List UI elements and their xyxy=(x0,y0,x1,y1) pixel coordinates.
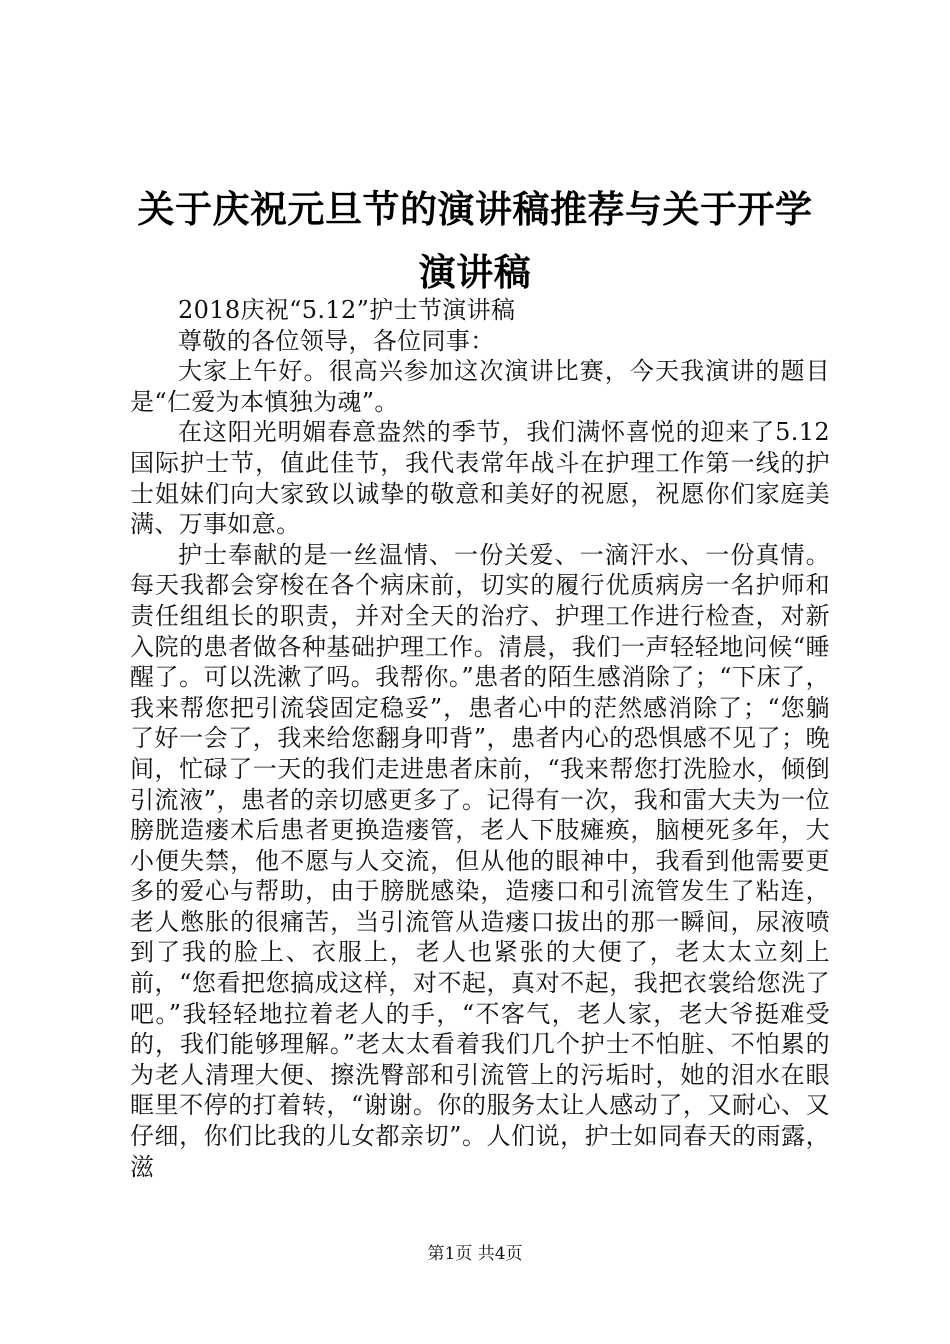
paragraph-festival: 在这阳光明媚春意盎然的季节，我们满怀喜悦的迎来了5.12国际护士节，值此佳节，我代表常年战斗在护理工作第一线的护士姐妹们向大家致以诚挚的敬意和美好的祝愿，祝愿你们家庭美满、万事如意。 xyxy=(130,418,830,539)
paragraph-greeting: 大家上午好。很高兴参加这次演讲比赛，今天我演讲的题目是“仁爱为本慎独为魂”。 xyxy=(130,357,830,416)
paragraph-salutation: 尊敬的各位领导，各位同事： xyxy=(178,326,495,355)
document-body xyxy=(130,295,830,1182)
paragraph-dedication: 护士奉献的是一丝温情、一份关爱、一滴汗水、一份真情。每天我都会穿梭在各个病床前，切实的履行优质病房一名护师和责任组组长的职责，并对全天的治疗、护理工作进行检查，对新入院的患者做各种基础护理工作。清晨，我们一声轻轻地问候“睡醒了。可以洗漱了吗。我帮你。”患者的陌生感消除了；“下床了，我来帮您把引流袋固定稳妥”，患者心中的茫然感消除了；“您躺了好一会了，我来给您翻身叩背”，患者内心的恐惧感不见了；晚间，忙碌了一天的我们走进患者床前，“我来帮您打洗脸水，倾倒引流液”，患者的亲切感更多了。记得有一次，我和雷大夫为一位膀胱造瘘术后患者更换造瘘管，老人下肢瘫痪，脑梗死多年，大小便失禁，他不愿与人交流，但从他的眼神中，我看到他需要更多的爱心与帮助，由于膀胱感染，造瘘口和引流管发生了粘连，老人憋胀的很痛苦，当引流管从造瘘口拔出的那一瞬间，尿液喷到了我的脸上、衣服上，老人也紧张的大便了，老太太立刻上前，“您看把您搞成这样，对不起，真对不起，我把衣裳给您洗了吧。”我轻轻地拉着老人的手，“不客气，老人家，老大爷挺难受的，我们能够理解。”老太太看着我们几个护士不怕脏、不怕累的为老人清理大便、擦洗臀部和引流管上的污垢时，她的泪水在眼眶里不停的打着转，“谢谢。你的服务太让人感动了，又耐心、又仔细，你们比我的儿女都亲切”。人们说，护士如同春天的雨露，滋 xyxy=(130,540,830,1181)
document-title: 关于庆祝元旦节的演讲稿推荐与关于开学演讲稿 xyxy=(137,188,813,294)
page-number-footer: 第1页 共4页 xyxy=(427,1244,523,1264)
paragraph-speech-heading: 2018庆祝“5.12”护士节演讲稿 xyxy=(178,296,516,324)
